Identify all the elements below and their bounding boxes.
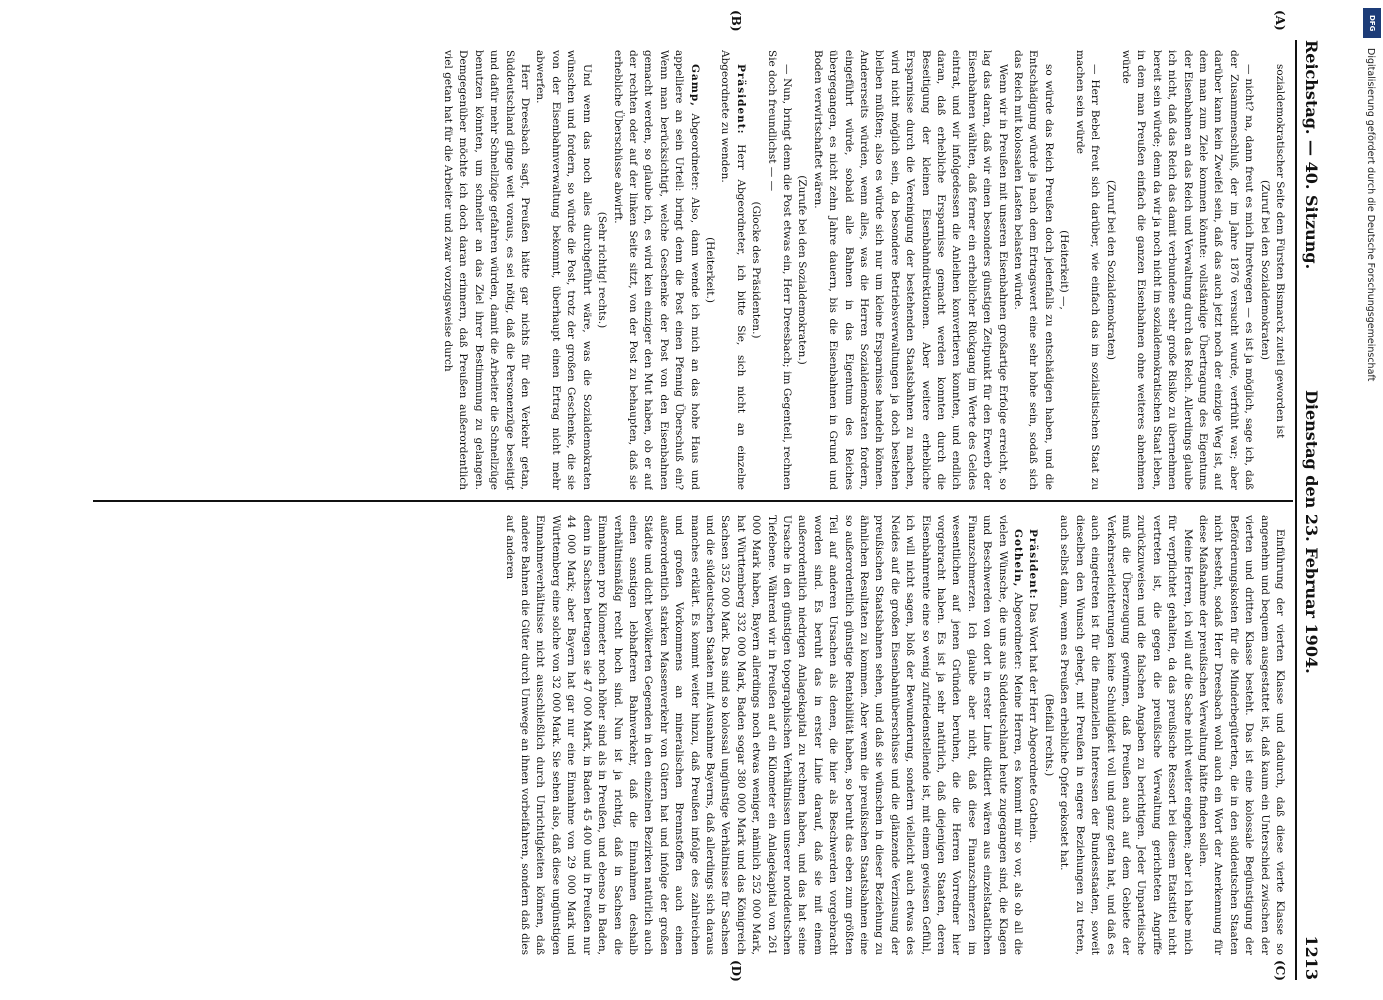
speech-paragraph bbox=[501, 515, 1025, 955]
speech-text: Abgeordneter: Meine Herren, es kommt mir so vor, als ob all die vielen Wünsche, die uns aus Süddeutschland heute zugegangen sind, die Klagen und Beschwerden von dort in erster Linie diktiert wären aus einzelstaatlichen Finanzschmerzen. Ich glaube aber nicht, daß diese Finanzschmerzen im wesentlichen auf jenen Gründen beruhen, die die Herren Vorredner hier vorgebracht haben. Es ist ja sehr natürlich, daß diejenigen Staaten, deren Eisenbahnrente eine so wenig zufriedenstellende ist, mit einem gewissen Gefühl, ich will nicht sagen, bloß der Bewunderung, sondern vielleicht auch etwas des Neides auf die großen Eisenbahnüberschüsse und die glänzende Verzinsung der preußischen Staatsbahnen sehen, und daß sie wünschen in dieser Beziehung zu ähnlichen Resultaten zu kommen. Aber wenn die preußischen Staatsbahnen eine so außerordentlich günstige Rentabilität haben, so beruht das eben zum größten Teil auf anderen Ursachen als denen, die hier als Beschwerden vorgebracht worden sind. Es beruht das in erster Linie darauf, daß sie mit einem außerordentlich niedrigen Anlagekapital zu rechnen haben, und das hat seine Ursache in den günstigen topographischen Verhältnissen unserer norddeutschen Tiefebene. Während wir in Preußen auf ein Kilometer ein Anlagekapital von 261 000 Mark haben, Bayern allerdings noch etwas weniger, nämlich 252 000 Mark, hat Württemberg 332 000 Mark, Baden sogar 380 000 Mark und das Königreich Sachsen 352 000 Mark. Das sind so kolossal ungünstige Verhältnisse für Sachsen und die süddeutschen Staaten mit Ausnahme Bayerns, daß allerdings sich daraus manches erklärt. Es kommt weiter hinzu, daß Preußen infolge des zahlreichen und großen Vorkommens an mineralischen Brennstoffen auch einen außerordentlich starken Massenverkehr von Gütern hat und infolge der großen Städte und dicht bevölkerten Gegenden in den einzelnen Bezirken natürlich auch einen sonstigen lebhafteren Bahnverkehr, daß die Einnahmen deshalb verhältnismäßig recht hoch sind. Nun ist ja richtig, daß in Sachsen die Einnahmen pro Kilometer noch höher sind als in Preußen, und ebenso in Baden, denn in Sachsen betragen sie 47 000 Mark, in Baden 45 400 und in Preußen nur 44 000 Mark; aber Bayern hat gar nur eine Einnahme von 29 000 Mark und Württemberg eine solche von 32 000 Mark. Sie sehen also, daß diese ungünstigen Einnahmeverhältnisse nicht ausschließlich durch Unrichtigkeiten können, daß andere Bahnen die Güter durch Umwege an ihnen vorbeifahren, sondern daß dies auf anderen bbox=[503, 515, 1025, 955]
text-paragraph: Herr Dreesbach sagt, Preußen hätte gar nichts für den Verkehr getan, Süddeutschland ginge weit voraus, es sei nötig, daß die Personenzüge beseitigt und dafür mehr Schnellzüge gefahren würden, damit die Arbeiter die Schnellzüge benutzen könnten, um schneller an das Ziel ihrer Bestimmung zu gelangen. Demgegenüber möchte ich doch daran erinnern, daß Preußen außerordentlich viel getan hat für die Arbeiter und zwar vorzugsweise durch bbox=[442, 50, 532, 490]
speaker-name: Gothein, bbox=[1012, 529, 1025, 588]
header-date: Dienstag den 23. Februar 1904. bbox=[1302, 390, 1321, 674]
text-paragraph: Und wenn das noch alles durchgeführt wäre, was die Sozialdemokraten wünschen und fordern, so würde die Post, trotz der großen Geschenke, die sie von der Eisenbahnverwaltung bekommt, überhaupt einen Ertrag nicht mehr abwerfen. bbox=[534, 50, 593, 490]
column-divider bbox=[93, 500, 1293, 502]
left-column bbox=[107, 50, 1287, 490]
text-paragraph: — Herr Bebel freut sich darüber, wie einfach das im sozialistischen Staat zu machen sein würde bbox=[1073, 50, 1102, 490]
margin-letter-a: (A) bbox=[1273, 10, 1287, 31]
page-content bbox=[73, 0, 1383, 1000]
text-paragraph: — Nun, bringt denn die Post etwas ein, Herr Dreesbach; im Gegenteil, rechnen Sie doch freundlichst — — bbox=[765, 50, 793, 490]
text-paragraph: — nicht? na, dann freut es mich Ihretwegen — es ist ja möglich, sage ich, daß der Zusammenschluß, der im Jahre 1876 versucht wurde, verfrüht war; aber darüber kann kein Zweifel sein, daß das auch jetzt noch der einzige Weg ist, auf dem man zum Ziele kommen könnte: vollständige Übertragung des Eigentums der Eisenbahnen an das Reich und Verwaltung durch das Reich. Allerdings glaube ich nicht, daß das Reich das damit verbundene sehr große Risiko zu übernehmen bereit sein würde; denn da wir ja noch nicht im sozialdemokratischen Staat leben, in dem man Preußen einfach die ganzen Eisenbahnen ohne weiteres abnehmen würde bbox=[1119, 50, 1256, 490]
speech-paragraph bbox=[609, 50, 701, 490]
text-paragraph: so würde das Reich Preußen doch jedenfalls zu entschädigen haben, und die Entschädigung würde ja nach dem Ertragswert eine sehr hohe sein, sodaß sich das Reich mit kolossalen Lasten belasten würde. bbox=[1012, 50, 1055, 490]
margin-letter-d: (D) bbox=[729, 960, 743, 982]
speech-paragraph bbox=[717, 50, 748, 490]
speaker-name: Gamp, bbox=[688, 64, 701, 107]
interjection-note: (Heiterkeit) —, bbox=[1058, 230, 1071, 310]
speech-text: Das Wort hat der Herr Abgeordnete Gothein. bbox=[1027, 599, 1040, 844]
text-paragraph: sozialdemokratischer Seite dem Fürsten Bismarck zuteil geworden ist bbox=[1274, 64, 1286, 439]
margin-letter-b: (B) bbox=[729, 10, 743, 32]
interjection-note: (Zuruf bei den Sozialdemokraten) bbox=[1258, 180, 1271, 360]
speech-paragraph bbox=[1025, 515, 1040, 955]
speech-text: Herr Abgeordneter, ich bitte Sie, sich nicht an einzelne Abgeordnete zu wenden. bbox=[719, 50, 747, 490]
page-number: 1213 bbox=[1302, 935, 1321, 980]
interjection-note: (Glocke des Präsidenten.) bbox=[750, 201, 763, 339]
digitization-credit: Digitalisierung gefördert durch die Deutsche Forschungsgemeinschaft bbox=[1365, 48, 1376, 382]
speech-text: Abgeordneter: Also, dann wende ich mich an das hohe Haus und appelliere an sein Urteil: bringt denn die Post einen Pfennig Überschuß ein? Wenn man berücksichtigt, welche Geschenke der Post von den Eisenbahnen gemacht werden, so glaube ich, es wird kein einziger den Mut haben, ob er auf der rechten oder auf der linken Seite sitzt, von der Post zu behaupten, daß sie erhebliche Überschüsse abwirft. bbox=[611, 50, 701, 490]
text-paragraph: Wenn wir in Preußen mit unseren Eisenbahnen großartige Erfolge erreicht, so lag das daran, daß wir einen besonders günstigen Zeitpunkt für den Erwerb der Eisenbahnen wählten, daß ferner ein erheblicher Rückgang im Werte des Geldes eintrat, und wir infolgedessen die Anleihen konvertieren konnten, und endlich daran, daß erhebliche Ersparnisse gemacht werden konnten durch die Beseitigung der kleinen Eisenbahndirektionen. Aber weitere erhebliche Ersparnisse durch die Vereinigung der bestehenden Staatsbahnen zu machen, wird nicht möglich sein, da besondere Betriebsverwaltungen ja doch bestehen bleiben müßten; also es würde sich nur um kleine Ersparnisse handeln können. Andererseits würden, wenn alles, was die Herren Sozialdemokraten fordern, eingeführt würde, sobald alle Bahnen in das Eigentum des Reiches übergegangen, es nicht zehn Jahre dauern, bis die Eisenbahnen in Grund und Boden verwirtschaftet wären. bbox=[811, 50, 1009, 490]
dfg-logo: DFG bbox=[1363, 8, 1381, 38]
margin-letter-c: (C) bbox=[1273, 960, 1287, 981]
text-paragraph: Meine Herren, ich will auf die Sache nicht weiter eingehen; aber ich habe mich für verpflichtet gehalten, da das preußische Ressort bei diesem Etatstitel nicht vertreten ist, die gegen die preußische Verwaltung gerichteten Angriffe zurückzuweisen und die falschen Angaben zu berichtigen. Jeder Unparteiische muß die Überzeugung gewinnen, daß Preußen auch auf dem Gebiete der Verkehrserleichterungen keine Schuldigkeit voll und ganz getan hat, und daß es auch eingetreten ist für die finanziellen Interessen der Bundesstaaten, soweit dieselben den Wunsch gehegt, mit Preußen in engere Beziehungen zu treten, auch selbst dann, wenn es Preußen erhebliche Opfer gekostet hat. bbox=[1058, 515, 1194, 955]
side-credit-strip bbox=[1361, 0, 1383, 1000]
header-rule bbox=[1295, 40, 1297, 980]
interjection-note: (Beifall rechts.) bbox=[1042, 693, 1055, 777]
right-column bbox=[107, 515, 1287, 955]
interjection-note: (Zurufe bei den Sozialdemokraten.) bbox=[796, 175, 809, 365]
interjection-note: (Heiterkeit.) bbox=[703, 237, 716, 303]
speaker-name: Präsident: bbox=[1027, 529, 1040, 600]
interjection-note: (Sehr richtig! rechts.) bbox=[596, 211, 609, 329]
speaker-name: Präsident: bbox=[734, 64, 747, 135]
interjection-note: (Zuruf bei den Sozialdemokraten) bbox=[1104, 180, 1117, 360]
header-left: Reichstag. — 40. Sitzung. bbox=[1302, 40, 1321, 270]
text-paragraph: Einführung der vierten Klasse und dadurch, daß diese vierte Klasse so angenehm und bequem ausgestattet ist, daß kaum ein Unterschied zwischen der vierten und dritten Klasse besteht. Das ist eine kolossale Begünstigung der Beförderungskosten für die Minderbegüterten, die in den süddeutschen Staaten nicht besteht, sodaß Herr Dreesbach wohl auch ein Wort der Anerkennung für diese Maßnahme der preußischen Verwaltung hätte finden sollen. bbox=[1196, 515, 1286, 955]
